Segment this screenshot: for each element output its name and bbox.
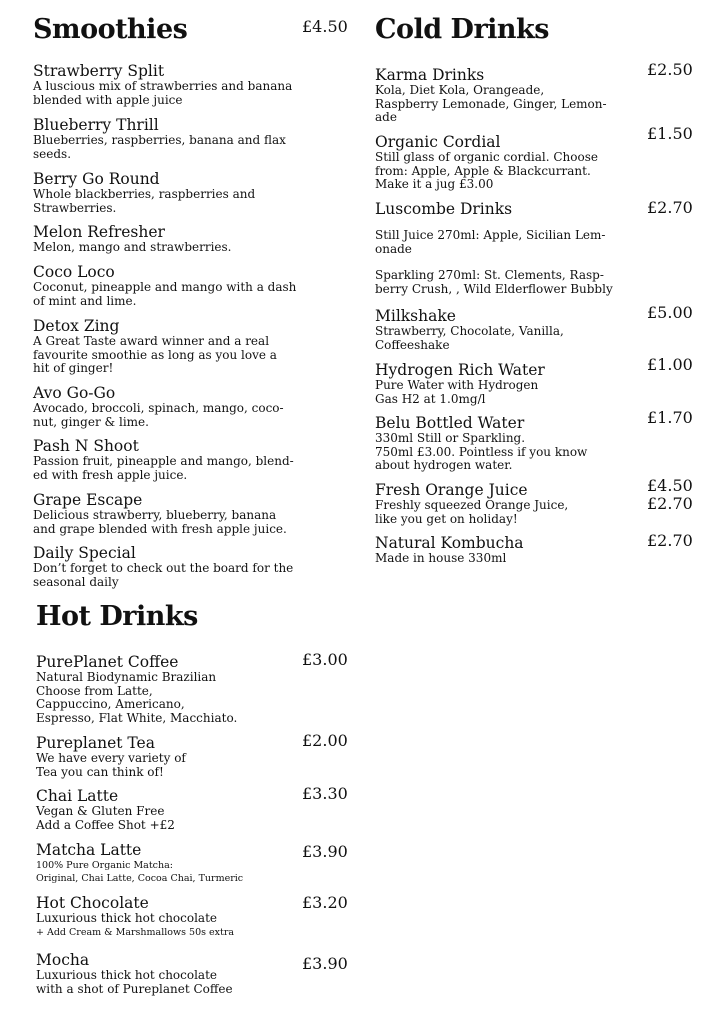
item-name: Blueberry Thrill [33, 116, 159, 134]
item-price: £3.90 [302, 842, 348, 861]
item-description: Melon, mango and strawberries. [33, 240, 232, 254]
item-description: Strawberry, Chocolate, Vanilla, Coffeeshake [375, 324, 564, 352]
item-description: 100% Pure Organic Matcha: Original, Chai Latte, Cocoa Chai, Turmeric [36, 860, 244, 884]
item-description: Freshly squeezed Orange Juice, like you get on holiday! [375, 498, 569, 526]
menu-item [36, 951, 233, 996]
item-name: PurePlanet Coffee [36, 653, 179, 671]
item-description: Vegan & Gluten Free Add a Coffee Shot +£2 [36, 804, 175, 832]
item-name: Coco Loco [33, 263, 115, 281]
item-name: Daily Special [33, 544, 136, 562]
item-price: £4.50 [647, 476, 693, 495]
item-name: Mocha [36, 951, 90, 969]
item-description: Natural Biodynamic Brazilian Choose from Latte, Cappuccino, Americano, Espresso, Flat White, Macchiato. [36, 670, 238, 725]
item-description: Whole blackberries, raspberries and Strawberries. [33, 187, 256, 215]
item-description: Delicious strawberry, blueberry, banana and grape blended with fresh apple juice. [33, 508, 287, 536]
item-name: Hot Chocolate [36, 894, 149, 912]
item-description: Don’t forget to check out the board for the seasonal daily [33, 561, 294, 589]
item-name: Pash N Shoot [33, 437, 139, 455]
item-price: £3.30 [302, 784, 348, 803]
item-name: Matcha Latte [36, 841, 142, 859]
hot-drinks-heading: Hot Drinks [36, 601, 198, 632]
item-name: Detox Zing [33, 317, 120, 335]
menu-item [375, 200, 613, 296]
item-description: Passion fruit, pineapple and mango, blend- ed with fresh apple juice. [33, 454, 294, 482]
item-name: Melon Refresher [33, 223, 165, 241]
menu-item [36, 894, 234, 939]
item-name: Luscombe Drinks [375, 200, 513, 218]
item-description: Blueberries, raspberries, banana and flax seeds. [33, 133, 286, 161]
item-price: £2.50 [647, 60, 693, 79]
menu-item [375, 307, 564, 352]
item-description: A luscious mix of strawberries and banana blended with apple juice [33, 79, 293, 107]
item-description: Made in house 330ml [375, 551, 507, 565]
menu-item [375, 414, 587, 473]
item-description: Avocado, broccoli, spinach, mango, coco- nut, ginger & lime. [33, 401, 284, 429]
item-description: Still Juice 270ml: Apple, Sicilian Lem- onade [375, 228, 606, 256]
item-name: Hydrogen Rich Water [375, 361, 545, 379]
menu-item [33, 437, 294, 482]
menu-item [33, 223, 231, 255]
item-description: Sparkling 270ml: St. Clements, Rasp- berry Crush, , Wild Elderflower Bubbly [375, 268, 613, 296]
item-price: £3.90 [302, 954, 348, 973]
menu-item [36, 841, 243, 885]
menu-item [36, 653, 237, 725]
item-name: Organic Cordial [375, 133, 501, 151]
smoothies-heading: Smoothies [33, 14, 188, 45]
item-description: Luxurious thick hot chocolate with a shot of Pureplanet Coffee [36, 968, 233, 996]
menu-item [33, 116, 286, 161]
item-name: Berry Go Round [33, 170, 160, 188]
item-price: £2.00 [302, 731, 348, 750]
item-price: £1.70 [647, 408, 693, 427]
item-price: £5.00 [647, 303, 693, 322]
menu-item [33, 170, 255, 215]
menu-item [375, 534, 524, 566]
item-description: Luxurious thick hot chocolate [36, 911, 218, 925]
menu-item [36, 734, 186, 779]
item-name: Chai Latte [36, 787, 119, 805]
item-description: 330ml Still or Sparkling. 750ml £3.00. Pointless if you know about hydrogen water. [375, 431, 588, 472]
item-name: Strawberry Split [33, 62, 165, 80]
item-price: £3.20 [302, 893, 348, 912]
smoothies-price: £4.50 [302, 17, 348, 36]
item-name: Milkshake [375, 307, 456, 325]
menu-item [375, 133, 598, 192]
menu-item [33, 384, 284, 429]
item-name: Karma Drinks [375, 66, 485, 84]
item-description: Still glass of organic cordial. Choose from: Apple, Apple & Blackcurrant. Make it a jug £3.00 [375, 150, 598, 191]
menu-item [36, 787, 175, 832]
item-description: A Great Taste award winner and a real favourite smoothie as long as you love a hit of ginger! [33, 334, 277, 375]
menu-item [375, 361, 545, 406]
cold-drinks-heading: Cold Drinks [375, 14, 549, 45]
menu-item [33, 62, 292, 107]
item-name: Natural Kombucha [375, 534, 524, 552]
item-description: Coconut, pineapple and mango with a dash of mint and lime. [33, 280, 297, 308]
menu-item [33, 544, 293, 589]
item-price: £2.70 [647, 531, 693, 550]
item-name: Pureplanet Tea [36, 734, 155, 752]
menu-item [33, 317, 277, 376]
item-name: Fresh Orange Juice [375, 481, 528, 499]
item-name: Belu Bottled Water [375, 414, 525, 432]
item-description: Pure Water with Hydrogen Gas H2 at 1.0mg/l [375, 378, 539, 406]
item-description: Kola, Diet Kola, Orangeade, Raspberry Lemonade, Ginger, Lemon- ade [375, 83, 607, 124]
item-name: Grape Escape [33, 491, 143, 509]
menu-item [375, 66, 607, 125]
menu-item [375, 481, 568, 526]
item-description: We have every variety of Tea you can think of! [36, 751, 186, 779]
menu-item [33, 263, 296, 308]
item-price: £2.70 [647, 198, 693, 217]
item-name: Avo Go-Go [33, 384, 116, 402]
menu-item [33, 491, 287, 536]
item-price: £1.00 [647, 355, 693, 374]
item-price: £1.50 [647, 124, 693, 143]
item-price: £3.00 [302, 650, 348, 669]
item-price-secondary: £2.70 [647, 494, 693, 513]
item-note: + Add Cream & Marshmallows 50s extra [36, 926, 235, 938]
